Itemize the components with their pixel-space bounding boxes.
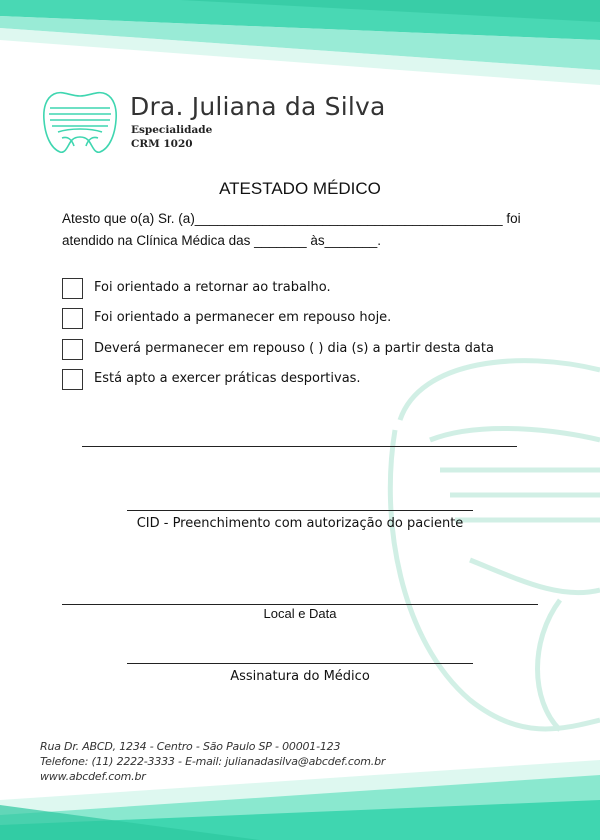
signature-caption: Assinatura do Médico <box>230 669 370 684</box>
signature-line[interactable] <box>127 663 473 664</box>
doctor-name: Dra. Juliana da Silva <box>130 92 386 121</box>
doctor-specialty: Especialidade <box>131 124 213 136</box>
checkbox-rest-today[interactable] <box>62 308 83 329</box>
checkbox-label: Está apto a exercer práticas desportivas. <box>94 371 361 386</box>
attest-line-2: atendido na Clínica Médica das _______ às_______. <box>62 233 381 248</box>
footer-address: Rua Dr. ABCD, 1234 - Centro - São Paulo SP - 00001-123 <box>40 740 341 753</box>
checkbox-return-work[interactable] <box>62 278 83 299</box>
blank-line[interactable] <box>82 446 517 447</box>
cid-caption: CID - Preenchimento com autorização do paciente <box>136 516 464 531</box>
checkbox-sports-fit[interactable] <box>62 369 83 390</box>
checkbox-rest-days[interactable] <box>62 339 83 360</box>
checkbox-label: Foi orientado a permanecer em repouso hoje. <box>94 310 392 325</box>
checkbox-label: Deverá permanecer em repouso ( ) dia (s) a partir desta data <box>94 341 494 356</box>
cid-line[interactable] <box>127 510 473 511</box>
footer-website: www.abcdef.com.br <box>40 770 146 783</box>
footer-contact: Telefone: (11) 2222-3333 - E-mail: julianadasilva@abcdef.com.br <box>40 755 386 768</box>
document-title: ATESTADO MÉDICO <box>219 179 381 198</box>
local-date-caption: Local e Data <box>263 606 337 621</box>
tooth-logo-icon <box>40 88 120 158</box>
local-date-line[interactable] <box>62 604 538 605</box>
doctor-crm: CRM 1020 <box>131 138 193 150</box>
attest-line-1: Atesto que o(a) Sr. (a)_________________________________________ foi <box>62 211 521 226</box>
checkbox-label: Foi orientado a retornar ao trabalho. <box>94 280 331 295</box>
